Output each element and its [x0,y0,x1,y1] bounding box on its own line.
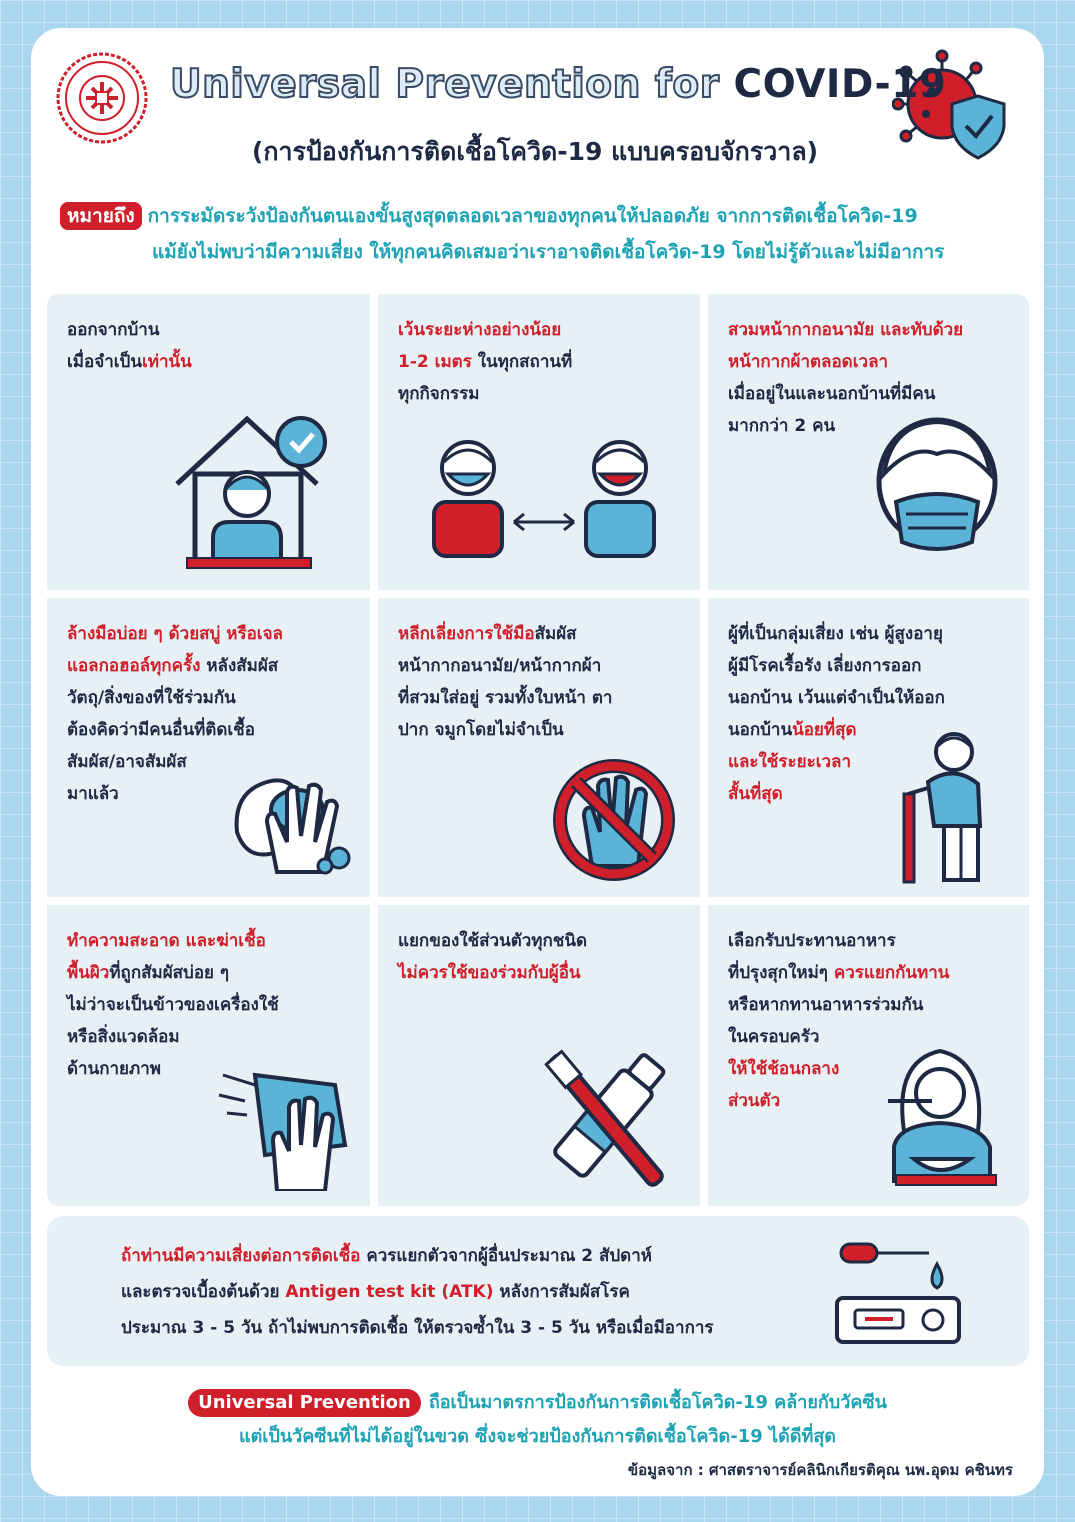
tip-text: ในทุกสถานที่ [471,352,573,372]
toothbrush-toothpaste-icon [536,1045,676,1195]
tip-text: เมื่ออยู่ในและนอกบ้านที่มีคน [728,384,936,404]
atk-text: ควรแยกตัวจากผู้อื่นประมาณ 2 สัปดาห์ [360,1246,652,1266]
tip-text: หน้ากากอนามัย/หน้ากากผ้า [398,656,602,676]
tip-clean-surfaces [47,905,370,1206]
tip-highlight: เว้นระยะห่างอย่างน้อย [398,320,562,340]
university-seal-icon [56,52,148,144]
tip-text: แยกของใช้ส่วนตัวทุกชนิด [398,931,588,951]
tip-highlight: น้อยที่สุด [792,720,857,740]
tip-text: ที่สวมใส่อยู่ รวมทั้งใบหน้า ตา [398,688,613,708]
tip-highlight: แอลกอฮอล์ทุกครั้ง [67,656,201,676]
house-person-icon [167,404,337,574]
definition-tag: หมายถึง [60,202,142,230]
tip-text: หรือสิ่งแวดล้อม [67,1027,180,1047]
tip-text: ต้องคิดว่ามีคนอื่นที่ติดเชื้อ [67,720,255,740]
tip-text: หลังสัมผัส [200,656,279,676]
social-distance-icon [424,434,664,564]
footer-line-1: ถือเป็นมาตรการป้องกันการติดเชื้อโควิด-19 คล้ายกับวัคซีน [428,1392,887,1413]
tip-text: นอกบ้าน [728,720,793,740]
hand-washing-icon [227,762,357,882]
tip-text: มาแล้ว [67,784,119,804]
tip-highlight: และใช้ระยะเวลา [728,752,852,772]
tip-text: เลือกรับประทานอาหาร [728,931,896,951]
definition-line-1: การระมัดระวังป้องกันตนเองขั้นสูงสุดตลอดเวลาของทุกคนให้ปลอดภัย จากการติดเชื้อโควิด-19 [147,205,918,227]
atk-advice-panel [47,1216,1029,1366]
tip-avoid-touching [378,598,700,897]
antigen-test-kit-icon [833,1238,963,1348]
face-mask-icon [872,414,1002,564]
tip-text: เมื่อจำเป็น [67,352,142,372]
tip-highlight: 1-2 เมตร [398,352,472,372]
tip-highlight: ควรแยกกันทาน [833,963,950,983]
grid-divider [47,897,1029,905]
atk-advice-text [121,1238,821,1346]
tip-highlight: ไม่ควรใช้ของร่วมกับผู้อื่น [398,963,581,983]
grid-divider [700,294,708,1206]
tip-highlight: ทำความสะอาด และฆ่าเชื้อ [67,931,266,951]
atk-text: หลังการสัมผัสโรค [493,1282,630,1302]
tip-highlight: หน้ากากผ้าตลอดเวลา [728,352,889,372]
tip-separate-items [378,905,700,1206]
tip-text: นอกบ้าน เว้นแต่จำเป็นให้ออก [728,688,945,708]
tip-highlight: สั้นที่สุด [728,784,783,804]
tip-text: ด้านกายภาพ [67,1059,161,1079]
tip-risk-group [708,598,1029,897]
tip-highlight: หลีกเลี่ยงการใช้มือ [398,624,535,644]
tip-text: ปาก จมูกโดยไม่จำเป็น [398,720,564,740]
tip-text: มากกว่า 2 คน [728,416,836,436]
atk-text: และตรวจเบื้องต้นด้วย [121,1282,286,1302]
tip-wash-hands [47,598,370,897]
grid-divider [47,590,1029,598]
elderly-person-icon [898,728,998,888]
tip-stay-home [47,294,370,590]
tip-text: ผู้ที่เป็นกลุ่มเสี่ยง เช่น ผู้สูงอายุ [728,624,943,644]
atk-highlight: ถ้าท่านมีความเสี่ยงต่อการติดเชื้อ [121,1246,361,1266]
tip-text: หรือหากทานอาหารร่วมกัน [728,995,924,1015]
tip-text: ออกจากบ้าน [67,320,160,340]
definition-block [60,198,1030,270]
tip-text: ที่ถูกสัมผัสบ่อย ๆ [109,963,230,983]
tip-text: ที่ปรุงสุกใหม่ๆ [728,963,834,983]
page-title [170,62,947,107]
tip-highlight: ล้างมือบ่อย ๆ ด้วยสบู่ หรือเจล [67,624,283,644]
person-eating-icon [874,1041,1010,1191]
title-solid-text: COVID-19 [733,62,947,107]
atk-text: ประมาณ 3 - 5 วัน ถ้าไม่พบการติดเชื้อ ให้ตรวจซ้ำใน 3 - 5 วัน หรือเมื่อมีอาการ [121,1318,714,1338]
tip-highlight: พื้นผิว [67,963,110,983]
title-outline-text: Universal Prevention for [170,62,720,107]
tip-serving-spoon [708,905,1029,1206]
atk-highlight: Antigen test kit (ATK) [285,1282,494,1302]
tip-highlight: เท่านั้น [141,352,192,372]
footer-line-2: แต่เป็นวัคซีนที่ไม่ได้อยู่ในขวด ซึ่งจะช่วยป้องกันการติดเชื้อโควิด-19 ได้ดีที่สุด [238,1426,836,1447]
tip-distance [378,294,700,590]
tip-text: สัมผัส [534,624,577,644]
footer-pill: Universal Prevention [188,1389,421,1417]
source-credit: ข้อมูลจาก : ศาสตราจารย์คลินิกเกียรติคุณ นพ.อุดม คชินทร [627,1461,1013,1479]
tip-highlight: ส่วนตัว [728,1091,781,1111]
tip-text: ในครอบครัว [728,1027,820,1047]
no-touch-icon [550,756,678,884]
tip-text: ผู้มีโรคเรื้อรัง เลี่ยงการออก [728,656,922,676]
grid-divider [370,294,378,1206]
definition-line-2: แม้ยังไม่พบว่ามีความเสี่ยง ให้ทุกคนคิดเสมอว่าเราอาจติดเชื้อโควิด-19 โดยไม่รู้ตัวและไม่มีอาการ [152,241,945,263]
tip-wear-mask [708,294,1029,590]
tip-text: วัตถุ/สิ่งของที่ใช้ร่วมกัน [67,688,236,708]
tip-highlight: ให้ใช้ช้อนกลาง [728,1059,840,1079]
tip-text: ไม่ว่าจะเป็นข้าวของเครื่องใช้ [67,995,279,1015]
page-subtitle: (การป้องกันการติดเชื้อโควิด-19 แบบครอบจักรวาล) [251,137,819,166]
cleaning-cloth-icon [215,1055,355,1191]
tip-text: ทุกกิจกรรม [398,384,480,404]
tip-text: สัมผัส/อาจสัมผัส [67,752,187,772]
tip-highlight: สวมหน้ากากอนามัย และทับด้วย [728,320,964,340]
footer-note [60,1386,1015,1454]
